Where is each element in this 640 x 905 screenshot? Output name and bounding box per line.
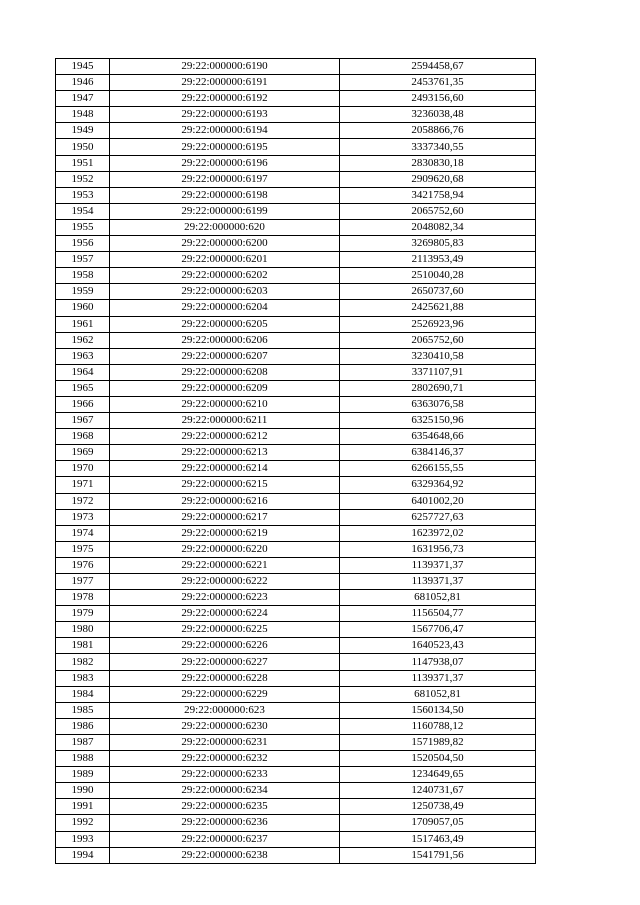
row-number: 1976 <box>56 557 110 573</box>
cadastral-value: 6329364,92 <box>340 477 536 493</box>
row-number: 1981 <box>56 638 110 654</box>
table-row <box>56 461 536 477</box>
table-row <box>56 91 536 107</box>
cadastral-value: 1567706,47 <box>340 622 536 638</box>
cadastral-number: 29:22:000000:6234 <box>110 783 340 799</box>
cadastral-value: 1160788,12 <box>340 718 536 734</box>
row-number: 1977 <box>56 574 110 590</box>
table-row <box>56 590 536 606</box>
row-number: 1966 <box>56 396 110 412</box>
row-number: 1959 <box>56 284 110 300</box>
cadastral-value: 1147938,07 <box>340 654 536 670</box>
cadastral-value: 1517463,49 <box>340 831 536 847</box>
row-number: 1945 <box>56 59 110 75</box>
row-number: 1988 <box>56 751 110 767</box>
cadastral-value: 6401002,20 <box>340 493 536 509</box>
cadastral-value: 3337340,55 <box>340 139 536 155</box>
cadastral-value: 1520504,50 <box>340 751 536 767</box>
cadastral-number: 29:22:000000:6227 <box>110 654 340 670</box>
row-number: 1960 <box>56 300 110 316</box>
cadastral-number: 29:22:000000:6196 <box>110 155 340 171</box>
row-number: 1954 <box>56 203 110 219</box>
cadastral-number: 29:22:000000:6211 <box>110 413 340 429</box>
table-row <box>56 718 536 734</box>
cadastral-value: 3421758,94 <box>340 187 536 203</box>
cadastral-number: 29:22:000000:6217 <box>110 509 340 525</box>
table-row <box>56 155 536 171</box>
cadastral-number: 29:22:000000:6197 <box>110 171 340 187</box>
cadastral-number: 29:22:000000:6206 <box>110 332 340 348</box>
table-row <box>56 606 536 622</box>
cadastral-number: 29:22:000000:6212 <box>110 429 340 445</box>
row-number: 1980 <box>56 622 110 638</box>
row-number: 1973 <box>56 509 110 525</box>
cadastral-value: 681052,81 <box>340 590 536 606</box>
cadastral-value: 6384146,37 <box>340 445 536 461</box>
table-row <box>56 525 536 541</box>
row-number: 1982 <box>56 654 110 670</box>
row-number: 1961 <box>56 316 110 332</box>
row-number: 1990 <box>56 783 110 799</box>
cadastral-number: 29:22:000000:6201 <box>110 252 340 268</box>
cadastral-number: 29:22:000000:6231 <box>110 734 340 750</box>
table-row <box>56 252 536 268</box>
cadastral-value: 2594458,67 <box>340 59 536 75</box>
row-number: 1956 <box>56 236 110 252</box>
table-row <box>56 574 536 590</box>
row-number: 1948 <box>56 107 110 123</box>
cadastral-number: 29:22:000000:6209 <box>110 380 340 396</box>
cadastral-number: 29:22:000000:6190 <box>110 59 340 75</box>
row-number: 1992 <box>56 815 110 831</box>
row-number: 1967 <box>56 413 110 429</box>
cadastral-value: 1250738,49 <box>340 799 536 815</box>
cadastral-value-table <box>55 58 536 864</box>
cadastral-value: 1156504,77 <box>340 606 536 622</box>
row-number: 1983 <box>56 670 110 686</box>
cadastral-number: 29:22:000000:6214 <box>110 461 340 477</box>
table-row <box>56 107 536 123</box>
cadastral-value: 3269805,83 <box>340 236 536 252</box>
cadastral-number: 29:22:000000:6203 <box>110 284 340 300</box>
cadastral-value: 2425621,88 <box>340 300 536 316</box>
table-row <box>56 509 536 525</box>
cadastral-value: 3236038,48 <box>340 107 536 123</box>
cadastral-number: 29:22:000000:6213 <box>110 445 340 461</box>
cadastral-number: 29:22:000000:6219 <box>110 525 340 541</box>
table-row <box>56 670 536 686</box>
table-row <box>56 734 536 750</box>
row-number: 1968 <box>56 429 110 445</box>
table-row <box>56 445 536 461</box>
cadastral-value: 1541791,56 <box>340 847 536 863</box>
row-number: 1969 <box>56 445 110 461</box>
row-number: 1984 <box>56 686 110 702</box>
cadastral-value: 1139371,37 <box>340 574 536 590</box>
row-number: 1949 <box>56 123 110 139</box>
cadastral-value: 1240731,67 <box>340 783 536 799</box>
table-row <box>56 783 536 799</box>
table-row <box>56 493 536 509</box>
cadastral-number: 29:22:000000:6195 <box>110 139 340 155</box>
row-number: 1975 <box>56 541 110 557</box>
cadastral-number: 29:22:000000:6220 <box>110 541 340 557</box>
table-row <box>56 171 536 187</box>
cadastral-value: 3371107,91 <box>340 364 536 380</box>
cadastral-value: 2909620,68 <box>340 171 536 187</box>
row-number: 1963 <box>56 348 110 364</box>
cadastral-number: 29:22:000000:6232 <box>110 751 340 767</box>
table-row <box>56 702 536 718</box>
cadastral-value: 1139371,37 <box>340 557 536 573</box>
row-number: 1955 <box>56 219 110 235</box>
cadastral-number: 29:22:000000:6202 <box>110 268 340 284</box>
cadastral-number: 29:22:000000:6198 <box>110 187 340 203</box>
cadastral-number: 29:22:000000:6226 <box>110 638 340 654</box>
cadastral-number: 29:22:000000:6236 <box>110 815 340 831</box>
table-row <box>56 541 536 557</box>
table-row <box>56 300 536 316</box>
row-number: 1964 <box>56 364 110 380</box>
table-row <box>56 139 536 155</box>
row-number: 1946 <box>56 75 110 91</box>
cadastral-number: 29:22:000000:6200 <box>110 236 340 252</box>
table-row <box>56 622 536 638</box>
row-number: 1962 <box>56 332 110 348</box>
table-row <box>56 203 536 219</box>
table-row <box>56 123 536 139</box>
row-number: 1978 <box>56 590 110 606</box>
cadastral-value: 6266155,55 <box>340 461 536 477</box>
row-number: 1987 <box>56 734 110 750</box>
table-row <box>56 831 536 847</box>
table-row <box>56 557 536 573</box>
cadastral-value: 2510040,28 <box>340 268 536 284</box>
row-number: 1950 <box>56 139 110 155</box>
table-row <box>56 268 536 284</box>
cadastral-value: 2048082,34 <box>340 219 536 235</box>
cadastral-value: 2065752,60 <box>340 203 536 219</box>
cadastral-number: 29:22:000000:6204 <box>110 300 340 316</box>
cadastral-number: 29:22:000000:620 <box>110 219 340 235</box>
row-number: 1971 <box>56 477 110 493</box>
cadastral-number: 29:22:000000:6228 <box>110 670 340 686</box>
cadastral-number: 29:22:000000:6207 <box>110 348 340 364</box>
cadastral-value: 6363076,58 <box>340 396 536 412</box>
cadastral-number: 29:22:000000:6192 <box>110 91 340 107</box>
cadastral-number: 29:22:000000:6235 <box>110 799 340 815</box>
cadastral-value: 1623972,02 <box>340 525 536 541</box>
row-number: 1972 <box>56 493 110 509</box>
cadastral-value: 2830830,18 <box>340 155 536 171</box>
table-row <box>56 477 536 493</box>
cadastral-value: 2058866,76 <box>340 123 536 139</box>
cadastral-value: 1631956,73 <box>340 541 536 557</box>
row-number: 1991 <box>56 799 110 815</box>
table-row <box>56 284 536 300</box>
row-number: 1957 <box>56 252 110 268</box>
row-number: 1965 <box>56 380 110 396</box>
cadastral-value: 1571989,82 <box>340 734 536 750</box>
table-row <box>56 348 536 364</box>
table-row <box>56 59 536 75</box>
row-number: 1953 <box>56 187 110 203</box>
cadastral-value: 3230410,58 <box>340 348 536 364</box>
cadastral-value: 6354648,66 <box>340 429 536 445</box>
table-row <box>56 332 536 348</box>
cadastral-value: 6257727,63 <box>340 509 536 525</box>
table-row <box>56 316 536 332</box>
cadastral-number: 29:22:000000:6216 <box>110 493 340 509</box>
cadastral-number: 29:22:000000:6210 <box>110 396 340 412</box>
cadastral-number: 29:22:000000:6199 <box>110 203 340 219</box>
row-number: 1952 <box>56 171 110 187</box>
row-number: 1951 <box>56 155 110 171</box>
cadastral-value: 2453761,35 <box>340 75 536 91</box>
table-row <box>56 380 536 396</box>
cadastral-value: 2650737,60 <box>340 284 536 300</box>
cadastral-number: 29:22:000000:6222 <box>110 574 340 590</box>
table-row <box>56 75 536 91</box>
table-row <box>56 364 536 380</box>
cadastral-number: 29:22:000000:6230 <box>110 718 340 734</box>
table-row <box>56 686 536 702</box>
row-number: 1958 <box>56 268 110 284</box>
row-number: 1989 <box>56 767 110 783</box>
cadastral-number: 29:22:000000:6221 <box>110 557 340 573</box>
cadastral-number: 29:22:000000:6208 <box>110 364 340 380</box>
cadastral-number: 29:22:000000:6215 <box>110 477 340 493</box>
cadastral-number: 29:22:000000:6224 <box>110 606 340 622</box>
cadastral-value: 1139371,37 <box>340 670 536 686</box>
cadastral-number: 29:22:000000:6233 <box>110 767 340 783</box>
table-row <box>56 751 536 767</box>
table-row <box>56 638 536 654</box>
cadastral-number: 29:22:000000:6191 <box>110 75 340 91</box>
table-row <box>56 815 536 831</box>
cadastral-number: 29:22:000000:6229 <box>110 686 340 702</box>
row-number: 1974 <box>56 525 110 541</box>
table-row <box>56 799 536 815</box>
cadastral-number: 29:22:000000:6237 <box>110 831 340 847</box>
row-number: 1986 <box>56 718 110 734</box>
row-number: 1979 <box>56 606 110 622</box>
table-row <box>56 219 536 235</box>
cadastral-value: 1709057,05 <box>340 815 536 831</box>
cadastral-value: 2526923,96 <box>340 316 536 332</box>
table-row <box>56 187 536 203</box>
table-row <box>56 236 536 252</box>
table-body <box>56 59 536 864</box>
cadastral-number: 29:22:000000:6194 <box>110 123 340 139</box>
cadastral-value: 6325150,96 <box>340 413 536 429</box>
cadastral-value: 1560134,50 <box>340 702 536 718</box>
table-row <box>56 847 536 863</box>
cadastral-value: 1640523,43 <box>340 638 536 654</box>
cadastral-value: 2802690,71 <box>340 380 536 396</box>
cadastral-value: 1234649,65 <box>340 767 536 783</box>
row-number: 1994 <box>56 847 110 863</box>
row-number: 1970 <box>56 461 110 477</box>
cadastral-value: 2065752,60 <box>340 332 536 348</box>
table-row <box>56 767 536 783</box>
cadastral-number: 29:22:000000:6205 <box>110 316 340 332</box>
cadastral-number: 29:22:000000:6225 <box>110 622 340 638</box>
table-row <box>56 429 536 445</box>
row-number: 1993 <box>56 831 110 847</box>
cadastral-value: 681052,81 <box>340 686 536 702</box>
table-row <box>56 413 536 429</box>
cadastral-value: 2493156,60 <box>340 91 536 107</box>
cadastral-number: 29:22:000000:623 <box>110 702 340 718</box>
cadastral-number: 29:22:000000:6238 <box>110 847 340 863</box>
table-row <box>56 654 536 670</box>
row-number: 1947 <box>56 91 110 107</box>
cadastral-number: 29:22:000000:6223 <box>110 590 340 606</box>
cadastral-number: 29:22:000000:6193 <box>110 107 340 123</box>
table-row <box>56 396 536 412</box>
cadastral-value: 2113953,49 <box>340 252 536 268</box>
row-number: 1985 <box>56 702 110 718</box>
